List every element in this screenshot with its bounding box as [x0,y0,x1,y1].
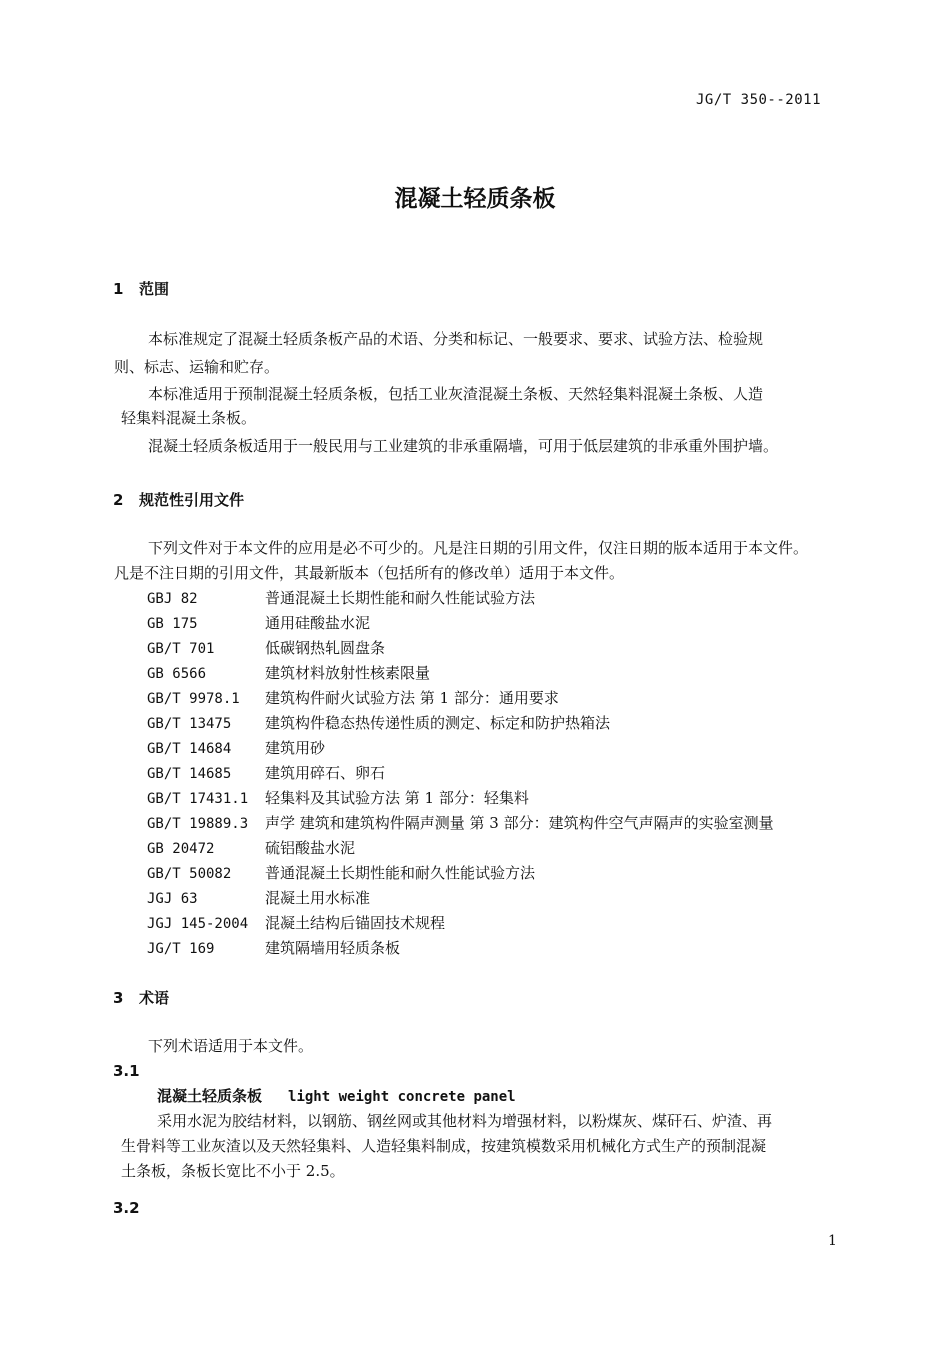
reference-title: 建筑构件稳态热传递性质的测定、标定和防护热箱法 [265,714,611,732]
scope-paragraph-1-line-2: 则、标志、运输和贮存。 [114,358,280,376]
reference-code: JG/T 169 [147,941,215,957]
document-code: JG/T 350--2011 [696,92,822,108]
scope-paragraph-1-line-1: 本标准规定了混凝土轻质条板产品的术语、分类和标记、一般要求、要求、试验方法、检验规 [148,330,764,348]
reference-code: GB/T 50082 [147,866,232,882]
scope-paragraph-2-line-1: 本标准适用于预制混凝土轻质条板，包括工业灰渣混凝土条板、天然轻集料混凝土条板、人造 [148,385,764,403]
section-number: 1 [113,280,124,298]
reference-item [147,786,774,811]
reference-item [147,761,774,786]
reference-item [147,886,774,911]
reference-code: GB/T 9978.1 [147,691,240,707]
term-name-chinese: 混凝土轻质条板 [157,1087,263,1105]
section-title: 规范性引用文件 [139,491,245,509]
reference-title: 声学 建筑和建筑构件隔声测量 第 3 部分：建筑构件空气声隔声的实验室测量 [265,814,774,832]
term-definition-line-1: 采用水泥为胶结材料，以钢筋、钢丝网或其他材料为增强材料，以粉煤灰、煤矸石、炉渣、再 [157,1112,773,1130]
reference-code: GB/T 14685 [147,766,232,782]
reference-item [147,711,774,736]
reference-code: GBJ 82 [147,591,198,607]
reference-code: GB 175 [147,616,198,632]
reference-code: GB 6566 [147,666,207,682]
reference-item [147,586,774,611]
terms-intro: 下列术语适用于本文件。 [148,1037,314,1055]
section-title: 范围 [139,280,170,298]
reference-code: GB/T 19889.3 [147,816,249,832]
reference-item [147,836,774,861]
references-intro-line-1: 下列文件对于本文件的应用是必不可少的。凡是注日期的引用文件，仅注日期的版本适用于本文件。 [148,539,809,557]
reference-code: GB 20472 [147,841,215,857]
reference-title: 建筑用碎石、卵石 [265,764,386,782]
term-number-3-2: 3.2 [113,1199,140,1217]
reference-item [147,936,774,961]
document-title: 混凝土轻质条板 [394,186,556,212]
reference-item [147,736,774,761]
reference-title: 硫铝酸盐水泥 [265,839,356,857]
reference-title: 轻集料及其试验方法 第 1 部分：轻集料 [265,789,529,807]
term-number-3-1: 3.1 [113,1062,140,1080]
term-name [157,1085,516,1106]
reference-item [147,661,774,686]
reference-item [147,686,774,711]
reference-code: GB/T 17431.1 [147,791,249,807]
scope-paragraph-3: 混凝土轻质条板适用于一般民用与工业建筑的非承重隔墙，可用于低层建筑的非承重外围护墙。 [148,437,779,455]
reference-item [147,611,774,636]
references-intro-line-2: 凡是不注日期的引用文件，其最新版本（包括所有的修改单）适用于本文件。 [114,564,625,582]
reference-title: 建筑材料放射性核素限量 [265,664,431,682]
reference-title: 低碳钢热轧圆盘条 [265,639,386,657]
reference-item [147,636,774,661]
reference-code: JGJ 145-2004 [147,916,249,932]
term-definition-line-3: 土条板，条板长宽比不小于 2.5。 [121,1162,345,1180]
reference-title: 建筑隔墙用轻质条板 [265,939,401,957]
reference-title: 混凝土用水标准 [265,889,371,907]
reference-title: 普通混凝土长期性能和耐久性能试验方法 [265,589,536,607]
reference-title: 建筑用砂 [265,739,326,757]
page-number: 1 [828,1233,837,1249]
term-name-english: light weight concrete panel [288,1089,516,1105]
term-definition-line-2: 生骨料等工业灰渣以及天然轻集料、人造轻集料制成，按建筑模数采用机械化方式生产的预制混凝 [121,1137,767,1155]
reference-title: 建筑构件耐火试验方法 第 1 部分：通用要求 [265,689,559,707]
section-title: 术语 [139,989,170,1007]
reference-item [147,911,774,936]
reference-code: JGJ 63 [147,891,198,907]
section-number: 3 [113,989,124,1007]
reference-code: GB/T 14684 [147,741,232,757]
reference-title: 通用硅酸盐水泥 [265,614,371,632]
reference-title: 普通混凝土长期性能和耐久性能试验方法 [265,864,536,882]
reference-code: GB/T 701 [147,641,215,657]
section-heading-scope [113,278,169,299]
section-heading-terms [113,987,169,1008]
reference-item [147,861,774,886]
scope-paragraph-2-line-2: 轻集料混凝土条板。 [121,409,257,427]
reference-title: 混凝土结构后锚固技术规程 [265,914,446,932]
section-heading-normative-references [113,489,244,510]
reference-list [147,586,774,961]
reference-code: GB/T 13475 [147,716,232,732]
section-number: 2 [113,491,124,509]
reference-item [147,811,774,836]
